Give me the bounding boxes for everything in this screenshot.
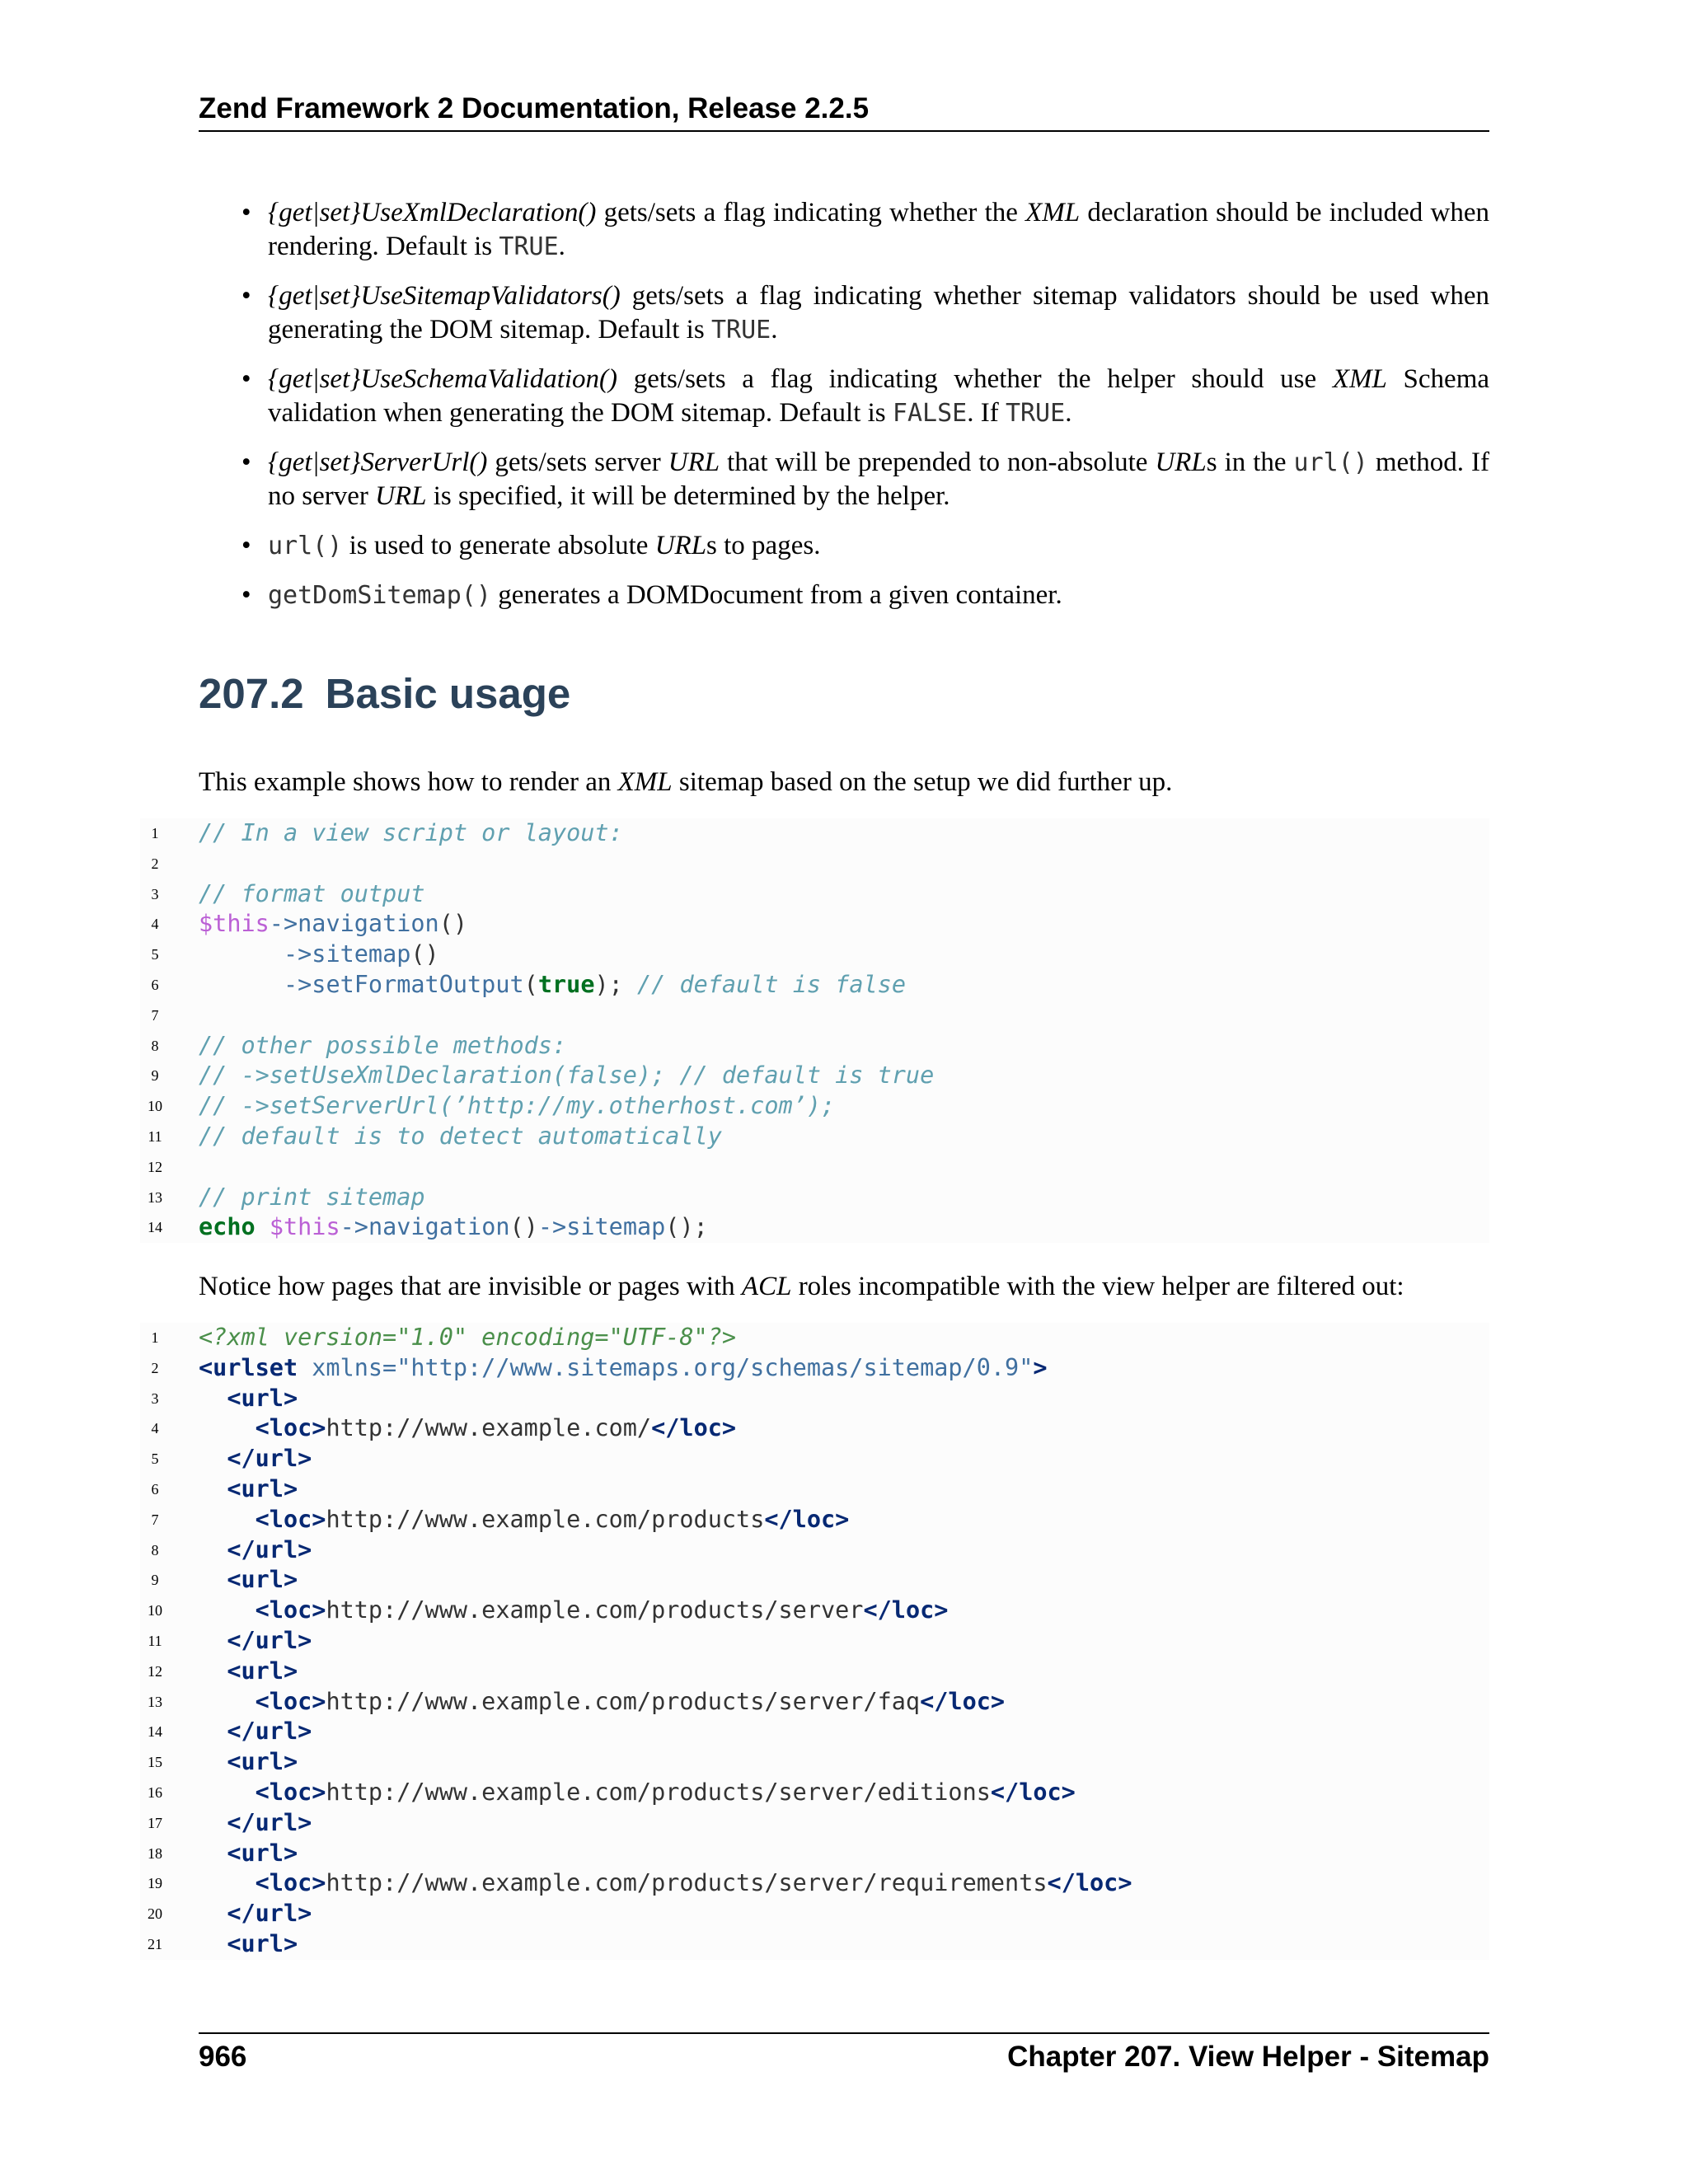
line-number: 1 (151, 825, 159, 841)
code-token: <url> (227, 1384, 298, 1412)
code-line (140, 1747, 1489, 1778)
code-token: -> (340, 1213, 368, 1241)
code-text (199, 1808, 312, 1839)
code-line (140, 818, 1489, 849)
code-token: () (438, 910, 468, 938)
line-number: 10 (148, 1098, 162, 1115)
code-token (199, 1536, 227, 1563)
code-token (199, 1688, 256, 1715)
code-token: navigation (298, 910, 439, 938)
code-text (199, 1717, 312, 1747)
code-token: () (410, 940, 439, 968)
code-line (140, 1868, 1489, 1899)
code-token: // ->setUseXmlDeclaration(false); // default is true (199, 1062, 935, 1090)
code-token: -> (283, 970, 312, 998)
code-text (199, 1747, 298, 1778)
php-code-block (140, 818, 1489, 1243)
line-number: 18 (148, 1844, 162, 1862)
section-title-text: Basic usage (325, 670, 571, 717)
emphasis-text: {get|set}UseSitemapValidators() (268, 281, 621, 311)
text-run: gets/sets a flag indicating whether sitemap validators should be used when generating the DOM sitemap. Default is (268, 281, 1489, 344)
text-run: gets/sets a flag indicating whether the (596, 198, 1026, 227)
line-number: 8 (151, 1037, 159, 1054)
code-token: </url> (227, 1808, 312, 1836)
text-run: gets/sets server (487, 448, 668, 477)
code-token: http://www.example.com/ (326, 1414, 652, 1442)
text-run: This example shows how to render an (199, 767, 618, 797)
code-line (140, 1444, 1489, 1474)
code-token: http://www.example.com/products (326, 1505, 765, 1533)
code-line (140, 1353, 1489, 1384)
code-line (140, 1899, 1489, 1929)
code-text (199, 879, 425, 910)
inline-code: FALSE (892, 399, 968, 428)
emphasis-text: XML (1332, 364, 1387, 394)
code-line (140, 909, 1489, 940)
code-token: $this (199, 910, 270, 938)
code-text (199, 1384, 298, 1414)
code-token: ); (594, 970, 637, 998)
code-line (140, 1091, 1489, 1122)
code-text (199, 1323, 736, 1353)
list-item (199, 529, 1489, 563)
code-text (199, 1505, 849, 1535)
code-token: // In a view script or layout: (199, 819, 623, 846)
code-line (140, 1657, 1489, 1687)
code-line (140, 1626, 1489, 1657)
code-text (199, 909, 467, 940)
list-item (199, 363, 1489, 430)
text-run: Schema validation when generating the DOM sitemap. Default is (268, 364, 1490, 428)
code-token: </url> (227, 1626, 312, 1654)
text-run: gets/sets a flag indicating whether the helper should use (617, 364, 1333, 394)
code-token: // ->setServerUrl(’http://my.otherhost.com’); (199, 1092, 836, 1120)
code-token (199, 1809, 227, 1836)
text-run: roles incompatible with the view helper are filtered out: (791, 1272, 1404, 1301)
line-number: 6 (151, 1480, 159, 1497)
code-text (199, 1444, 312, 1474)
code-line (140, 1687, 1489, 1718)
inline-code: TRUE (1005, 399, 1066, 428)
code-token: // default is false (636, 970, 906, 998)
line-number: 7 (151, 1006, 159, 1024)
code-line (140, 1505, 1489, 1535)
code-token: sitemap (566, 1213, 666, 1241)
code-text (199, 1474, 298, 1505)
emphasis-text: URL (375, 481, 427, 511)
code-text (199, 1212, 708, 1243)
code-token: </url> (227, 1445, 312, 1473)
code-token: <url> (227, 1748, 298, 1776)
code-token: http://www.example.com/products/server/faq (326, 1687, 921, 1715)
line-number: 14 (148, 1219, 162, 1236)
code-token (199, 1596, 256, 1624)
code-token: </url> (227, 1718, 312, 1746)
code-line (140, 1384, 1489, 1414)
notice-paragraph (199, 1270, 1489, 1304)
line-number: 17 (148, 1814, 162, 1831)
code-token: // other possible methods: (199, 1031, 567, 1059)
code-token (199, 1779, 256, 1806)
line-number: 21 (148, 1935, 162, 1952)
code-token: navigation (368, 1213, 510, 1241)
code-line (140, 1929, 1489, 1960)
code-line (140, 940, 1489, 970)
code-token: </url> (227, 1535, 312, 1563)
code-token (199, 1840, 227, 1867)
text-run: Notice how pages that are invisible or pages with (199, 1272, 742, 1301)
code-line (140, 849, 1489, 879)
code-token: -> (269, 910, 298, 938)
code-text (199, 1535, 312, 1566)
chapter-title: Chapter 207. View Helper - Sitemap (1007, 2041, 1489, 2073)
line-number: 7 (151, 1511, 159, 1528)
list-item (199, 196, 1489, 264)
list-item (199, 579, 1489, 612)
code-token: "http://www.sitemaps.org/schemas/sitemap/0.9" (396, 1353, 1034, 1381)
code-token: http://www.example.com/products/server/requirements (326, 1869, 1048, 1897)
code-text (199, 970, 906, 1001)
code-token: // format output (199, 879, 425, 907)
code-token: <loc> (255, 1505, 326, 1533)
code-line (140, 1778, 1489, 1808)
text-run: is specified, it will be determined by the helper. (426, 481, 950, 511)
line-number: 3 (151, 1390, 159, 1407)
code-token: // default is to detect automatically (199, 1122, 722, 1150)
text-run: . (558, 232, 565, 261)
code-line (140, 1413, 1489, 1444)
line-number: 1 (151, 1329, 159, 1346)
code-text (199, 1353, 1048, 1384)
running-header (199, 91, 1489, 132)
code-text (199, 940, 439, 970)
code-token (199, 1657, 227, 1685)
code-token: </loc> (651, 1414, 737, 1442)
emphasis-text: {get|set}ServerUrl() (268, 448, 488, 477)
emphasis-text: URL (654, 531, 707, 560)
code-line (140, 1808, 1489, 1839)
code-line (140, 879, 1489, 910)
section-heading (199, 669, 570, 718)
code-token: </loc> (863, 1596, 949, 1624)
line-number: 11 (148, 1127, 162, 1145)
code-token: <loc> (255, 1414, 326, 1442)
code-token: <url> (227, 1839, 298, 1867)
code-token: <url> (227, 1929, 298, 1957)
line-number: 12 (148, 1158, 162, 1175)
inline-code: getDomSitemap() (268, 581, 491, 610)
code-text (199, 1687, 1005, 1718)
code-line (140, 1001, 1489, 1031)
code-token: -> (283, 940, 312, 968)
code-token (199, 1900, 227, 1927)
code-text (199, 1657, 298, 1687)
code-text (199, 1122, 722, 1152)
emphasis-text: XML (617, 767, 673, 797)
line-number: 9 (151, 1572, 159, 1589)
code-text (199, 1091, 835, 1122)
code-line (140, 970, 1489, 1001)
code-line (140, 1152, 1489, 1183)
text-run: generates a DOMDocument from a given container. (490, 580, 1062, 610)
code-text (199, 1061, 934, 1091)
line-number: 10 (148, 1602, 162, 1619)
code-line (140, 1212, 1489, 1243)
code-token: > (1033, 1353, 1048, 1381)
code-token (199, 1930, 227, 1957)
code-token: xmlns= (298, 1353, 397, 1381)
line-number: 2 (151, 855, 159, 872)
code-text (199, 1031, 566, 1062)
text-run: . If (967, 398, 1006, 428)
code-token: </loc> (764, 1505, 850, 1533)
code-line (140, 1535, 1489, 1566)
text-run: method. If no server (268, 448, 1490, 511)
line-number: 4 (151, 1420, 159, 1437)
text-run: declaration should be included when rendering. Default is (268, 198, 1489, 261)
inline-code: url() (1293, 448, 1368, 477)
code-token: setFormatOutput (312, 970, 524, 998)
emphasis-text: XML (1025, 198, 1081, 227)
code-token: </loc> (1047, 1869, 1132, 1897)
code-token: <loc> (255, 1778, 326, 1806)
code-token: <url> (227, 1474, 298, 1502)
code-token (199, 1748, 227, 1775)
code-text (199, 1596, 948, 1626)
code-text (199, 1183, 425, 1213)
code-token: http://www.example.com/products/server (326, 1596, 864, 1624)
text-run: . (1065, 398, 1072, 428)
emphasis-text: {get|set}UseSchemaValidation() (268, 364, 618, 394)
list-item (199, 279, 1489, 347)
code-text (199, 1626, 312, 1657)
line-number: 5 (151, 1451, 159, 1468)
code-token (199, 1627, 227, 1654)
line-number: 3 (151, 885, 159, 902)
text-run: that will be prepended to non-absolute (720, 448, 1156, 477)
code-text (199, 1413, 736, 1444)
code-line (140, 1839, 1489, 1869)
emphasis-text: URL (1155, 448, 1207, 477)
line-number: 13 (148, 1188, 162, 1206)
line-number: 4 (151, 916, 159, 933)
text-run: . (771, 315, 778, 344)
code-token: <url> (227, 1657, 298, 1685)
code-token (199, 940, 284, 968)
emphasis-text: ACL (741, 1272, 792, 1301)
code-token: <loc> (255, 1869, 326, 1897)
code-token (199, 1445, 227, 1472)
code-token (199, 1506, 256, 1533)
page-number: 966 (199, 2041, 247, 2073)
xml-code-block (140, 1323, 1489, 1960)
method-list (199, 196, 1489, 628)
code-text (199, 818, 623, 849)
header-title: Zend Framework 2 Documentation, Release 2.2.5 (199, 92, 870, 124)
line-number: 14 (148, 1723, 162, 1741)
code-line (140, 1122, 1489, 1152)
line-number: 5 (151, 946, 159, 963)
line-number: 12 (148, 1662, 162, 1680)
line-number: 20 (148, 1905, 162, 1923)
line-number: 9 (151, 1067, 159, 1085)
line-number: 6 (151, 976, 159, 993)
code-token (199, 1475, 227, 1502)
code-line (140, 1183, 1489, 1213)
code-token: <urlset (199, 1353, 298, 1381)
line-number: 13 (148, 1693, 162, 1710)
code-token: <loc> (255, 1687, 326, 1715)
code-token: () (509, 1213, 538, 1241)
code-token: http://www.example.com/products/server/editions (326, 1778, 991, 1806)
code-line (140, 1323, 1489, 1353)
inline-code: TRUE (499, 232, 559, 261)
code-line (140, 1565, 1489, 1596)
code-token: ( (523, 970, 538, 998)
code-text (199, 1929, 298, 1960)
line-number: 8 (151, 1541, 159, 1558)
code-token: // print sitemap (199, 1183, 425, 1211)
code-token (199, 971, 284, 998)
emphasis-text: {get|set}UseXmlDeclaration() (268, 198, 597, 227)
page-footer (199, 2032, 1489, 2075)
text-run: is used to generate absolute (342, 531, 655, 560)
line-number: 16 (148, 1783, 162, 1801)
line-number: 19 (148, 1875, 162, 1892)
code-token: echo (199, 1213, 256, 1241)
code-token: $this (269, 1213, 340, 1241)
code-token: </url> (227, 1900, 312, 1928)
code-token (199, 1869, 256, 1896)
list-item (199, 446, 1489, 513)
code-text (199, 1778, 1076, 1808)
intro-paragraph (199, 766, 1489, 799)
inline-code: url() (268, 532, 343, 560)
code-token (199, 1414, 256, 1441)
code-text (199, 1868, 1132, 1899)
inline-code: TRUE (710, 316, 771, 344)
code-line (140, 1474, 1489, 1505)
code-token (199, 1566, 227, 1593)
line-number: 2 (151, 1359, 159, 1376)
code-token: </loc> (990, 1778, 1076, 1806)
emphasis-text: URL (668, 448, 720, 477)
code-token: <?xml version="1.0" encoding="UTF-8"?> (199, 1324, 737, 1351)
code-token: (); (665, 1213, 708, 1241)
code-token: sitemap (312, 940, 411, 968)
code-token: -> (537, 1213, 567, 1241)
code-token (199, 1718, 227, 1745)
code-token: <url> (227, 1566, 298, 1594)
text-run: s to pages. (706, 531, 821, 560)
code-line (140, 1031, 1489, 1062)
code-token: <loc> (255, 1596, 326, 1624)
line-number: 15 (148, 1754, 162, 1771)
code-line (140, 1717, 1489, 1747)
section-number: 207.2 (199, 670, 304, 717)
code-token (199, 1385, 227, 1412)
code-line (140, 1596, 1489, 1626)
code-token: true (537, 970, 595, 998)
line-number: 11 (148, 1632, 162, 1649)
code-text (199, 1839, 298, 1869)
code-text (199, 1899, 312, 1929)
code-text (199, 1565, 298, 1596)
code-token (256, 1213, 270, 1240)
text-run: sitemap based on the setup we did further up. (672, 767, 1173, 797)
code-line (140, 1061, 1489, 1091)
code-token: </loc> (920, 1687, 1006, 1715)
text-run: s in the (1206, 448, 1294, 477)
